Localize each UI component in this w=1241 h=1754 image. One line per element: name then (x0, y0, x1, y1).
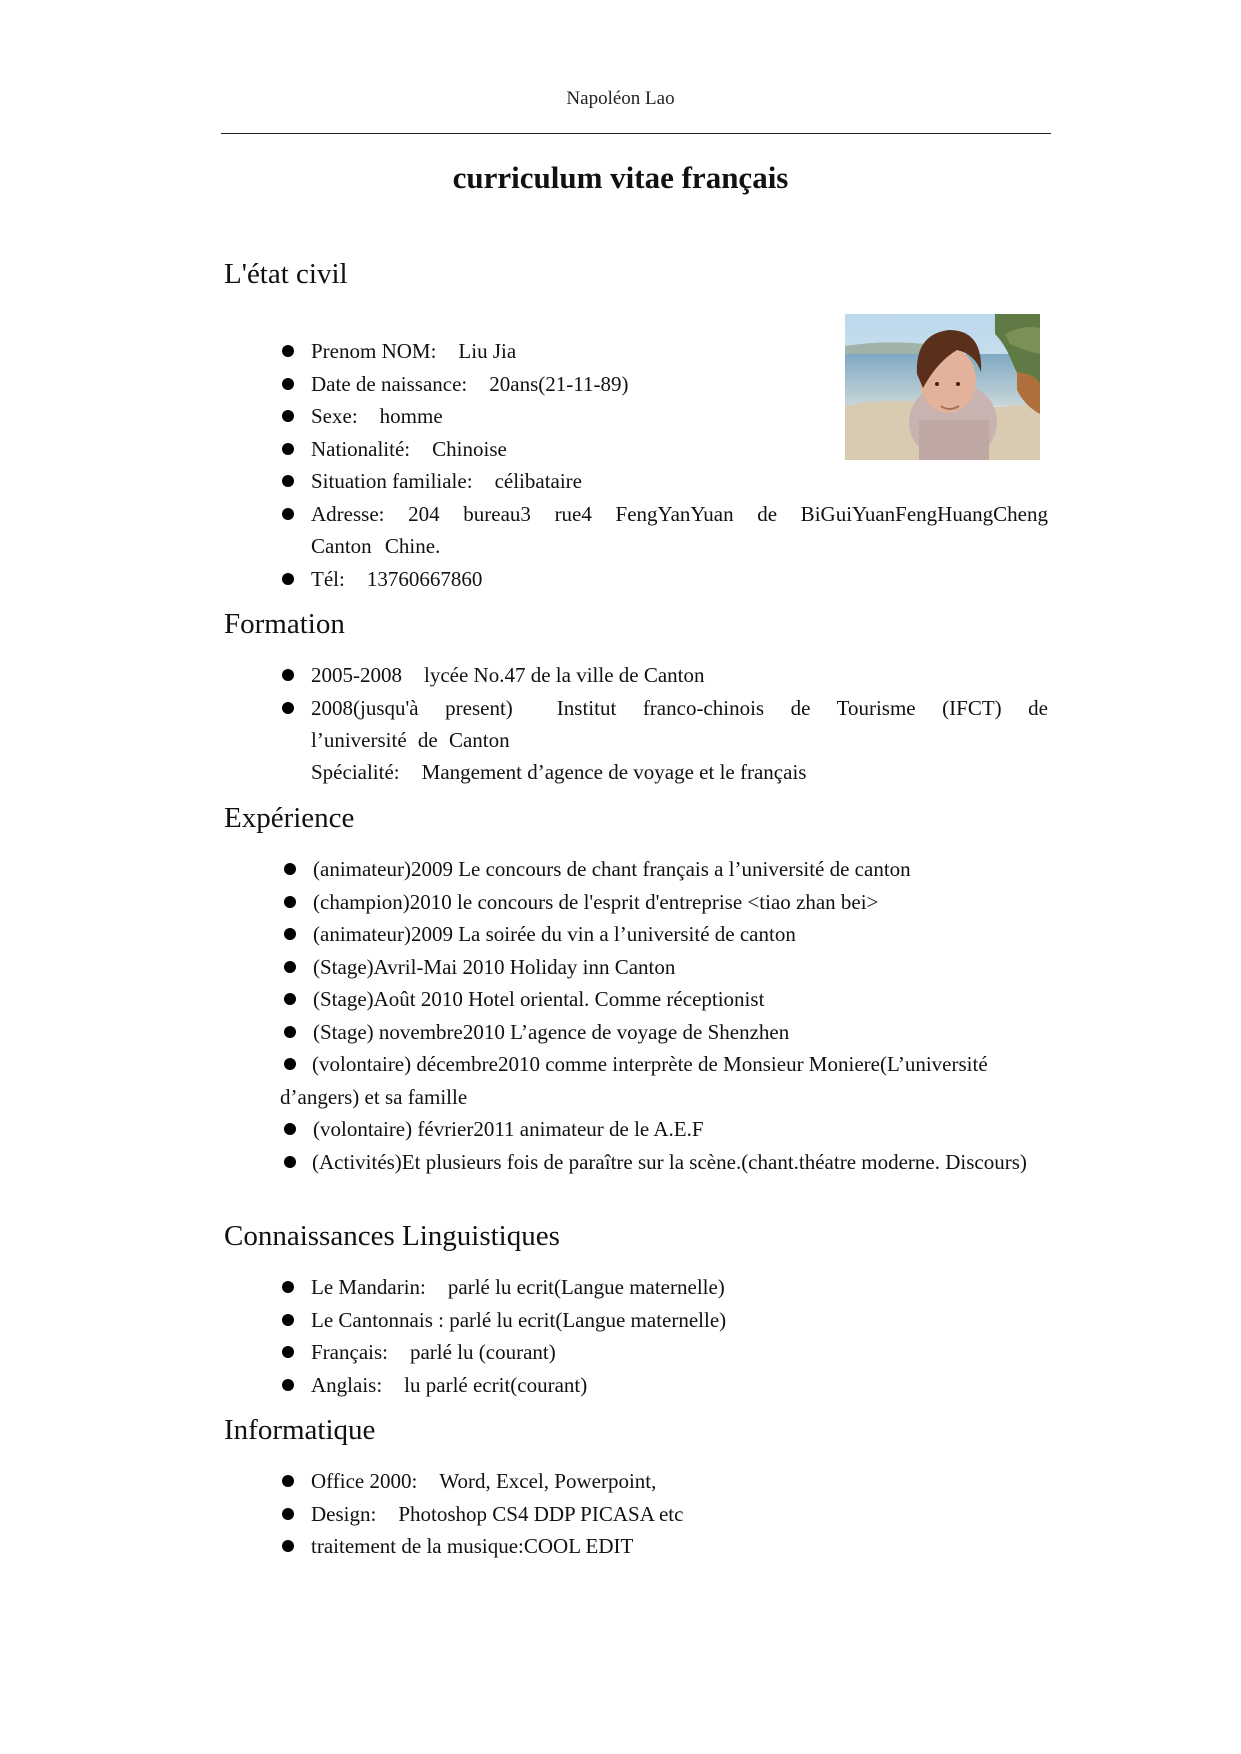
bullet-icon (284, 863, 296, 875)
list-item: (volontaire) février2011 animateur de le A.E.F (284, 1113, 1044, 1146)
item-label: traitement de la musique: (311, 1534, 524, 1558)
list-item (282, 1304, 1048, 1337)
list-item: (champion)2010 le concours de l'esprit d'entreprise <tiao zhan bei> (284, 886, 1044, 919)
list-item (282, 1336, 1048, 1369)
bullet-icon (282, 475, 294, 487)
bullet-icon (284, 961, 296, 973)
item-label: 2005-2008 (311, 663, 402, 687)
item-label: Prenom NOM: (311, 339, 437, 363)
bullet-icon (282, 1314, 294, 1326)
list-item: (Stage)Avril-Mai 2010 Holiday inn Canton (284, 951, 1044, 984)
bullet-icon (282, 573, 294, 585)
item-label: Office 2000: (311, 1469, 418, 1493)
item-label: Anglais: (311, 1372, 383, 1397)
item-value: Institut franco-chinois de Tourisme (IFCT) de l’université de Canton (311, 695, 1048, 752)
document-title: curriculum vitae français (452, 160, 789, 195)
item-value: COOL EDIT (523, 1534, 634, 1558)
bullet-icon (282, 669, 294, 681)
bullet-icon (284, 993, 296, 1005)
specialite-line (282, 756, 1048, 789)
list-item (282, 659, 1048, 692)
item-label: Nationalité: (311, 436, 411, 461)
list-item: (animateur)2009 La soirée du vin a l’université de canton (284, 918, 1044, 951)
list-item (282, 692, 1048, 757)
bullet-icon (284, 1123, 296, 1135)
list-item: (volontaire) décembre2010 comme interprète de Monsieur Moniere(L’université d’angers) et sa famille (280, 1052, 988, 1109)
item-value: Photoshop CS4 DDP PICASA etc (398, 1501, 684, 1526)
bullet-icon (282, 1475, 294, 1487)
list-item (282, 433, 1048, 466)
item-label: Situation familiale: (311, 469, 473, 493)
list-item: (Stage)Août 2010 Hotel oriental. Comme réceptionist (284, 983, 1044, 1016)
item-label: Français: (311, 1340, 388, 1364)
item-value: lu parlé ecrit(courant) (404, 1372, 588, 1397)
item-label: Tél: (311, 566, 345, 591)
list-item (282, 1271, 1048, 1304)
langues-list (282, 1271, 1048, 1401)
item-value: célibataire (494, 469, 582, 493)
list-item (282, 400, 1048, 433)
section-heading-formation: Formation (224, 608, 345, 640)
experience-list (280, 853, 1044, 1178)
item-label: Adresse: (311, 501, 385, 526)
item-label: 2008(jusqu'à present) (311, 695, 513, 720)
item-value: Word, Excel, Powerpoint, (439, 1469, 657, 1493)
bullet-icon (284, 1058, 296, 1070)
list-item (282, 368, 1048, 401)
bullet-icon (282, 345, 294, 357)
bullet-icon (282, 1540, 294, 1552)
section-heading-experience: Expérience (224, 802, 355, 834)
item-value: parlé lu (courant) (409, 1340, 556, 1364)
specialite-label: Spécialité: (311, 760, 400, 784)
list-item: (animateur)2009 Le concours de chant français a l’université de canton (284, 853, 1044, 886)
list-item (282, 465, 1048, 498)
list-item (282, 563, 1048, 596)
item-value: 13760667860 (366, 566, 483, 591)
bullet-icon (284, 896, 296, 908)
item-value: parlé lu ecrit(Langue maternelle) (449, 1307, 727, 1332)
etat-civil-list (282, 335, 1048, 595)
list-item (282, 1465, 1048, 1498)
bullet-icon (282, 443, 294, 455)
bullet-icon (282, 702, 294, 714)
item-label: Le Cantonnais : (311, 1307, 444, 1332)
list-item: (Stage) novembre2010 L’agence de voyage de Shenzhen (284, 1016, 1044, 1049)
list-item: (Activités)Et plusieurs fois de paraître sur la scène.(chant.théatre moderne. Discours) (280, 1146, 1044, 1179)
item-value: parlé lu ecrit(Langue maternelle) (447, 1275, 725, 1299)
bullet-icon (284, 1156, 296, 1168)
section-heading-langues: Connaissances Linguistiques (224, 1220, 560, 1252)
item-value: 20ans(21-11-89) (489, 371, 629, 396)
item-value: Chinoise (432, 436, 507, 461)
item-value: 204 bureau3 rue4 FengYanYuan de BiGuiYuanFengHuangCheng Canton Chine. (311, 501, 1048, 558)
bullet-icon (282, 1281, 294, 1293)
item-value: lycée No.47 de la ville de Canton (424, 663, 705, 687)
item-label: Sexe: (311, 404, 358, 428)
header-rule (221, 133, 1051, 134)
bullet-icon (282, 410, 294, 422)
item-value: homme (379, 404, 443, 428)
item-value: Liu Jia (458, 339, 517, 363)
item-label: Le Mandarin: (311, 1275, 426, 1299)
running-header: Napoléon Lao (566, 88, 675, 109)
item-label: Date de naissance: (311, 371, 468, 396)
bullet-icon (282, 1508, 294, 1520)
bullet-icon (284, 928, 296, 940)
list-item (282, 498, 1048, 563)
bullet-icon (282, 1346, 294, 1358)
list-item (282, 1530, 1048, 1563)
bullet-icon (282, 508, 294, 520)
item-label: Design: (311, 1501, 377, 1526)
bullet-icon (282, 1379, 294, 1391)
section-heading-etat-civil: L'état civil (224, 258, 348, 290)
formation-list (282, 659, 1048, 757)
specialite-value: Mangement d’agence de voyage et le français (421, 760, 807, 784)
section-heading-informatique: Informatique (224, 1414, 376, 1446)
list-item (282, 1498, 1048, 1531)
bullet-icon (282, 378, 294, 390)
informatique-list (282, 1465, 1048, 1563)
list-item (282, 335, 1048, 368)
bullet-icon (284, 1026, 296, 1038)
list-item (282, 1369, 1048, 1402)
